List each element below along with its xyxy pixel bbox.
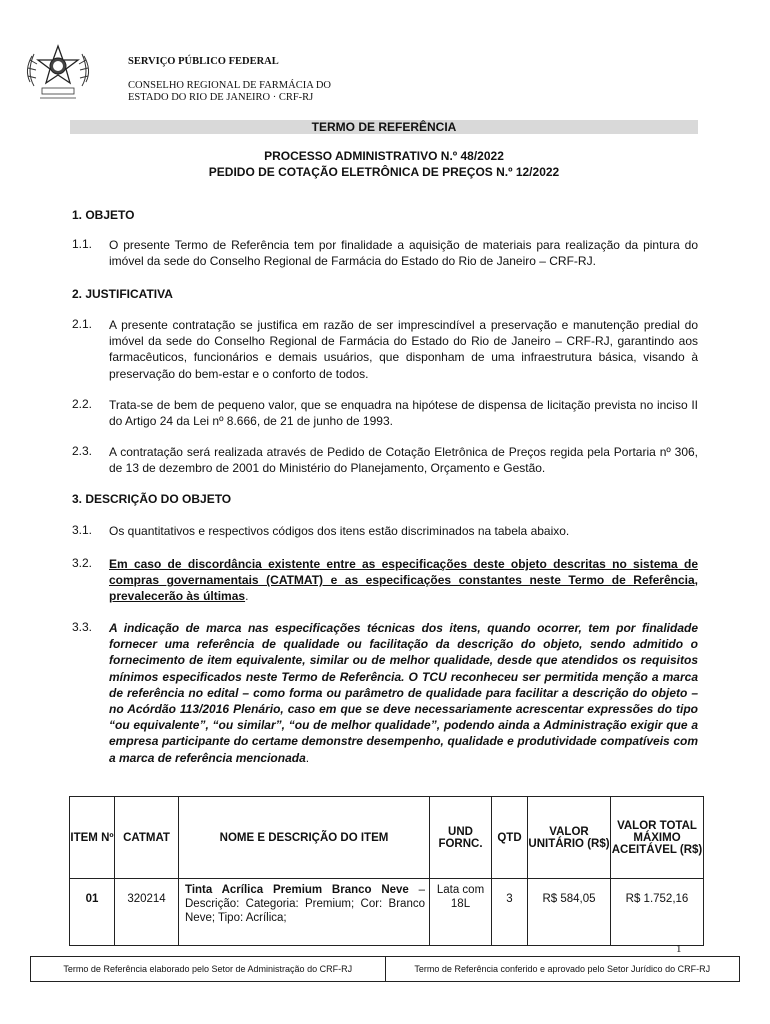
para-2-2: Trata-se de bem de pequeno valor, que se enquadra na hipótese de dispensa de licitação prevista no inciso II do Artigo 24 da Lei nº 8.666, de 21 de junho de 1993. [109, 398, 698, 429]
col-total-value: VALOR TOTAL MÁXIMO ACEITÁVEL (R$) [611, 797, 704, 879]
para-3-1-number: 3.1. [72, 523, 93, 537]
cell-name [179, 879, 430, 946]
council-name [128, 80, 388, 104]
para-3-3-emphasis: A indicação de marca nas especificações técnicas dos itens, quando ocorrer, tem por finalidade fornecer uma referência de qualidade ou facilitação da descrição do objeto, sendo admitido o fornecimento de item equivalente, similar ou de melhor qualidade, desde que atendidos os requisitos mínimos especificados neste Termo de Referência. O TCU reconheceu ser permitida menção a marca de referência no edital – como forma ou parâmetro de qualidade para facilitar a descrição do objeto – no Acórdão 113/2016 Plenário, caso em que se deve necessariamente acrescentar expressões do tipo “ou equivalente”, “ou similar”, “ou de melhor qualidade”, podendo ainda a Administração exigir que a empresa participante do certame demonstre desempenho, qualidade e produtividade compatíveis com a marca de referência mencionada [109, 621, 698, 765]
para-3-1: Os quantitativos e respectivos códigos dos itens estão discriminados na tabela abaixo. [109, 524, 570, 538]
footer-left: Termo de Referência elaborado pelo Setor de Administração do CRF-RJ [31, 957, 386, 981]
coat-of-arms-seal [22, 42, 94, 104]
para-2-3: A contratação será realizada através de Pedido de Cotação Eletrônica de Preços regida pela Portaria nº 306, de 13 de dezembro de 2001 do Ministério do Planejamento, Orçamento e Gestão. [109, 445, 698, 476]
col-und: UND FORNC. [430, 797, 492, 879]
item-name: Tinta Acrílica Premium Branco Neve [185, 884, 409, 896]
table-header-row [70, 797, 704, 879]
request-number: PEDIDO DE COTAÇÃO ELETRÔNICA DE PREÇOS N.º 12/2022 [208, 165, 560, 179]
col-catmat: CATMAT [115, 797, 179, 879]
items-table [69, 796, 704, 946]
cell-catmat: 320214 [115, 879, 179, 946]
cell-unit-value: R$ 584,05 [528, 879, 611, 946]
para-2-1: A presente contratação se justifica em razão de ser imprescindível a preservação e manutenção predial do imóvel da sede do Conselho Regional de Farmácia do Estado do Rio de Janeiro – CRF-RJ, garantindo aos farmacêuticos, funcionários e demais usuários, que disponham de uma infraestrutura básica, visando à preservação do bem-estar e o conforto de todos. [109, 318, 698, 381]
page-number: 1 [676, 943, 682, 955]
footer-right: Termo de Referência conferido e aprovado pelo Setor Jurídico do CRF-RJ [414, 964, 711, 974]
para-2-3-number: 2.3. [72, 444, 93, 458]
para-2-1-number: 2.1. [72, 317, 93, 331]
para-2-2-number: 2.2. [72, 397, 93, 411]
cell-und: Lata com 18L [430, 879, 492, 946]
para-3-2-underlined: Em caso de discordância existente entre as especificações deste objeto descritas no sistema de compras governamentais (CATMAT) e as especificações constantes neste Termo de Referência, prevalecerão às últimas [109, 557, 698, 604]
para-3-3 [109, 620, 698, 766]
col-unit-value: VALOR UNITÁRIO (R$) [528, 797, 611, 879]
para-3-3-number: 3.3. [72, 620, 93, 634]
col-name: NOME E DESCRIÇÃO DO ITEM [179, 797, 430, 879]
process-number: PROCESSO ADMINISTRATIVO N.º 48/2022 [264, 149, 504, 163]
para-3-2 [109, 556, 698, 605]
cell-item: 01 [70, 879, 115, 946]
section-1-heading: 1. OBJETO [72, 208, 135, 222]
col-item: ITEM Nº [70, 797, 115, 879]
para-3-3-tail: . [305, 750, 310, 765]
para-1-1: O presente Termo de Referência tem por finalidade a aquisição de materiais para realização da pintura do imóvel da sede do Conselho Regional de Farmácia do Estado do Rio de Janeiro – CRF-RJ. [109, 238, 698, 269]
cell-qtd: 3 [492, 879, 528, 946]
para-3-2-tail: . [245, 589, 249, 604]
item-description: – Descrição: Categoria: Premium; Cor: Branco Neve; Tipo: Acrílica; [185, 884, 426, 924]
col-qtd: QTD [492, 797, 528, 879]
para-1-1-number: 1.1. [72, 237, 93, 251]
section-3-heading: 3. DESCRIÇÃO DO OBJETO [72, 492, 232, 506]
section-2-heading: 2. JUSTIFICATIVA [72, 287, 173, 301]
council-line-1: CONSELHO REGIONAL DE FARMÁCIA DO [128, 80, 332, 91]
table-row [70, 879, 704, 946]
service-header: SERVIÇO PÚBLICO FEDERAL [128, 56, 279, 67]
cell-total-value: R$ 1.752,16 [611, 879, 704, 946]
para-3-2-number: 3.2. [72, 556, 93, 570]
council-line-2: ESTADO DO RIO DE JANEIRO · CRF-RJ [128, 92, 314, 103]
footer [30, 956, 740, 982]
document-title: TERMO DE REFERÊNCIA [311, 120, 457, 134]
